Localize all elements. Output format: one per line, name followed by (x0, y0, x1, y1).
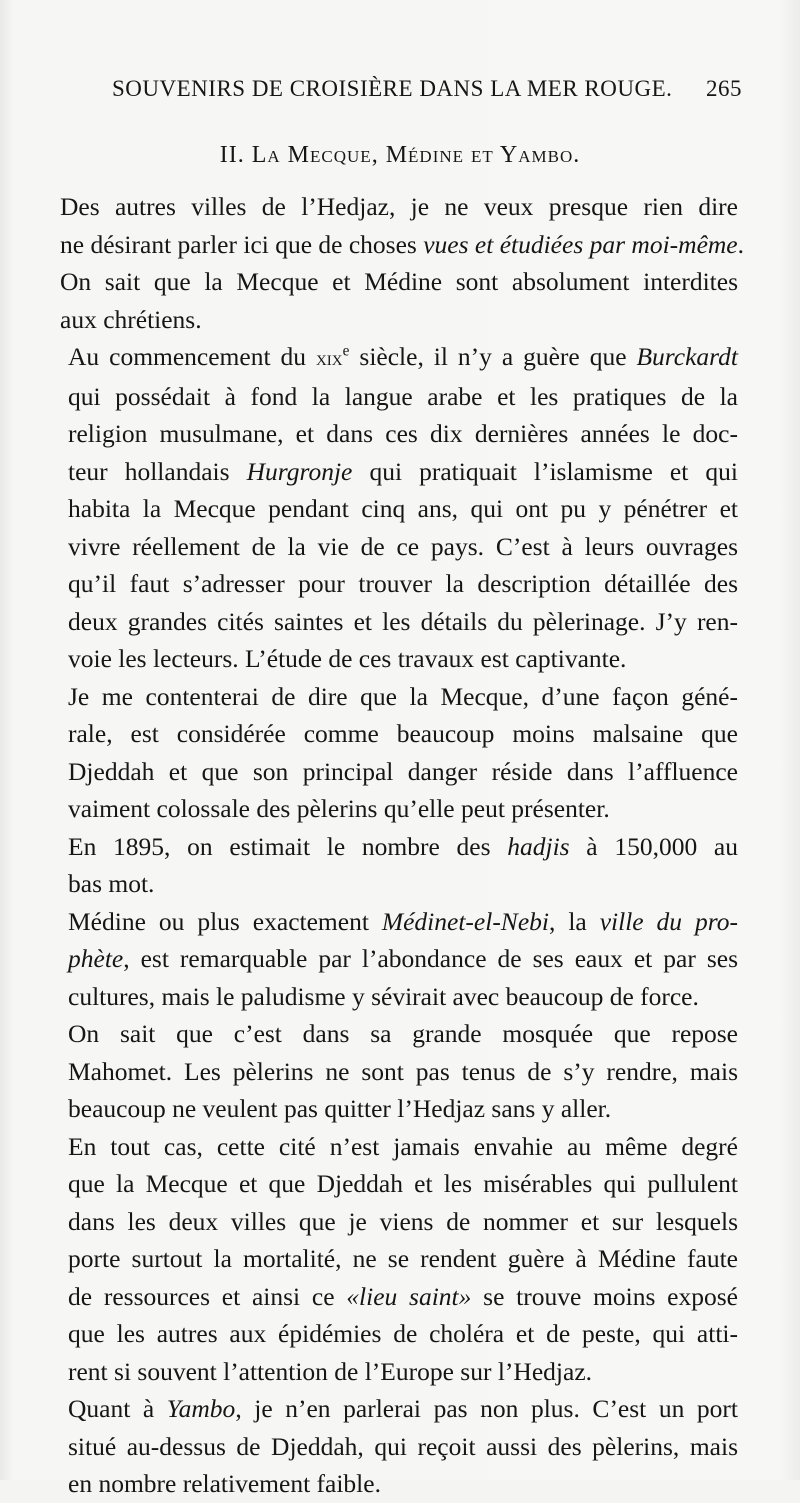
page-number: 265 (706, 76, 742, 101)
text-run: de ressources et ainsi ce (68, 1281, 347, 1311)
text-line: On sait que la Mecque et Médine sont absolument interdites (60, 267, 738, 296)
text-line (48, 828, 738, 866)
text-line: habita la Mecque pendant cinq ans, qui ont pu y pénétrer et (68, 494, 738, 523)
text-run: ne désirant parler ici que de choses (60, 229, 424, 259)
text-line: que les autres aux épidémies de choléra et de peste, qui atti- (68, 1319, 738, 1348)
text-line: En tout cas, cette cité n’est jamais envahie au même degré (68, 1131, 738, 1161)
text-line: deux grandes cités saintes et les détails du pèlerinage. J’y ren- (68, 606, 738, 636)
text-run: à 150,000 au (569, 831, 738, 861)
text-run: En 1895, on estimait le nombre des (68, 831, 508, 861)
text-line: dans les deux villes que je viens de nommer et sur lesquels (68, 1206, 738, 1236)
paragraph (48, 678, 738, 828)
text-line: aux chrétiens. (60, 304, 202, 334)
italic-run: Hurgronje (246, 456, 353, 486)
italic-run: «lieu saint» (346, 1281, 472, 1311)
body-text (48, 188, 745, 1503)
text-line: bas mot. (68, 869, 155, 898)
text-line (48, 1390, 738, 1428)
text-line: que la Mecque et que Djeddah et les misérables qui pullulent (68, 1169, 738, 1198)
text-run: siècle, il n’y a guère que (349, 342, 637, 371)
paragraph (48, 1015, 738, 1128)
italic-run: vues et étudiées par moi-même (423, 229, 738, 259)
text-line: en nombre relativement faible. (68, 1469, 381, 1498)
text-line: vivre réellement de la vie de ce pays. C’est à leurs ouvrages (68, 531, 738, 561)
text-line (48, 1278, 738, 1316)
text-run: . (737, 229, 745, 259)
text-line: vaiment colossale des pèlerins qu’elle peut présenter. (68, 794, 610, 823)
century-numeral: xix (315, 346, 343, 370)
text-line (48, 940, 738, 978)
text-line: Mahomet. Les pèlerins ne sont pas tenus de s’y rendre, mais (68, 1056, 738, 1086)
text-line: rale, est considérée comme beaucoup moins malsaine que (68, 719, 738, 748)
italic-run: Burckardt (636, 342, 738, 371)
paragraph (48, 188, 745, 338)
text-line: qu’il faut s’adresser pour trouver la description détaillée des (68, 569, 738, 598)
text-run: se trouve moins exposé (471, 1281, 738, 1311)
text-run: Quant à (68, 1394, 167, 1423)
italic-run: hadjis (507, 831, 570, 861)
italic-run: phète (68, 944, 124, 973)
text-line (48, 453, 738, 491)
italic-run: Yambo (166, 1394, 236, 1423)
text-run: qui pratiquait l’islamisme et qui (352, 456, 738, 486)
text-line (48, 338, 738, 378)
text-line: voie les lecteurs. L’étude de ces travaux est captivante. (68, 644, 627, 673)
superscript: e (342, 342, 350, 360)
italic-run: ville du pro- (599, 906, 738, 936)
text-run: , est remarquable par l’abondance de ses eaux et par ses (123, 944, 738, 973)
text-line: Djeddah et que son principal danger réside dans l’affluence (68, 756, 738, 786)
text-run: , je n’en parlerai pas non plus. C’est un port (235, 1394, 738, 1423)
paragraph (48, 1390, 738, 1503)
text-run: , la (548, 906, 600, 936)
text-run: Au commencement du (68, 342, 316, 371)
paragraph (48, 1128, 738, 1391)
section-title (0, 142, 800, 169)
text-line: beaucoup ne veulent pas quitter l’Hedjaz sans y aller. (68, 1094, 612, 1123)
paragraph (48, 828, 738, 903)
text-line: rent si souvent l’attention de l’Europe sur l’Hedjaz. (68, 1356, 593, 1386)
running-header (112, 76, 742, 110)
text-line: situé au-dessus de Djeddah, qui reçoit aussi des pèlerins, mais (68, 1431, 738, 1461)
text-run: Médine ou plus exactement (68, 906, 382, 936)
text-line: porte surtout la mortalité, ne se rendent guère à Médine faute (68, 1244, 738, 1273)
section-title-text: II. La Mecque, Médine et Yambo. (219, 142, 581, 168)
text-line: On sait que c’est dans sa grande mosquée que repose (68, 1019, 738, 1048)
running-title: SOUVENIRS DE CROISIÈRE DANS LA MER ROUGE. (112, 76, 673, 101)
italic-run: Médinet-el-Nebi (381, 906, 549, 936)
text-run: teur hollandais (68, 456, 247, 486)
text-line (48, 226, 745, 264)
text-line (48, 903, 738, 941)
paragraph (48, 338, 738, 678)
text-line: Je me contenterai de dire que la Mecque, d’une façon géné- (68, 681, 738, 711)
text-line: qui possédait à fond la langue arabe et les pratiques de la (68, 381, 738, 411)
text-line: cultures, mais le paludisme y sévirait avec beaucoup de force. (68, 981, 699, 1011)
text-line: religion musulmane, et dans ces dix dernières années le doc- (68, 419, 738, 448)
paragraph (48, 903, 738, 1016)
text-line: Des autres villes de l’Hedjaz, je ne veux presque rien dire (60, 192, 738, 221)
